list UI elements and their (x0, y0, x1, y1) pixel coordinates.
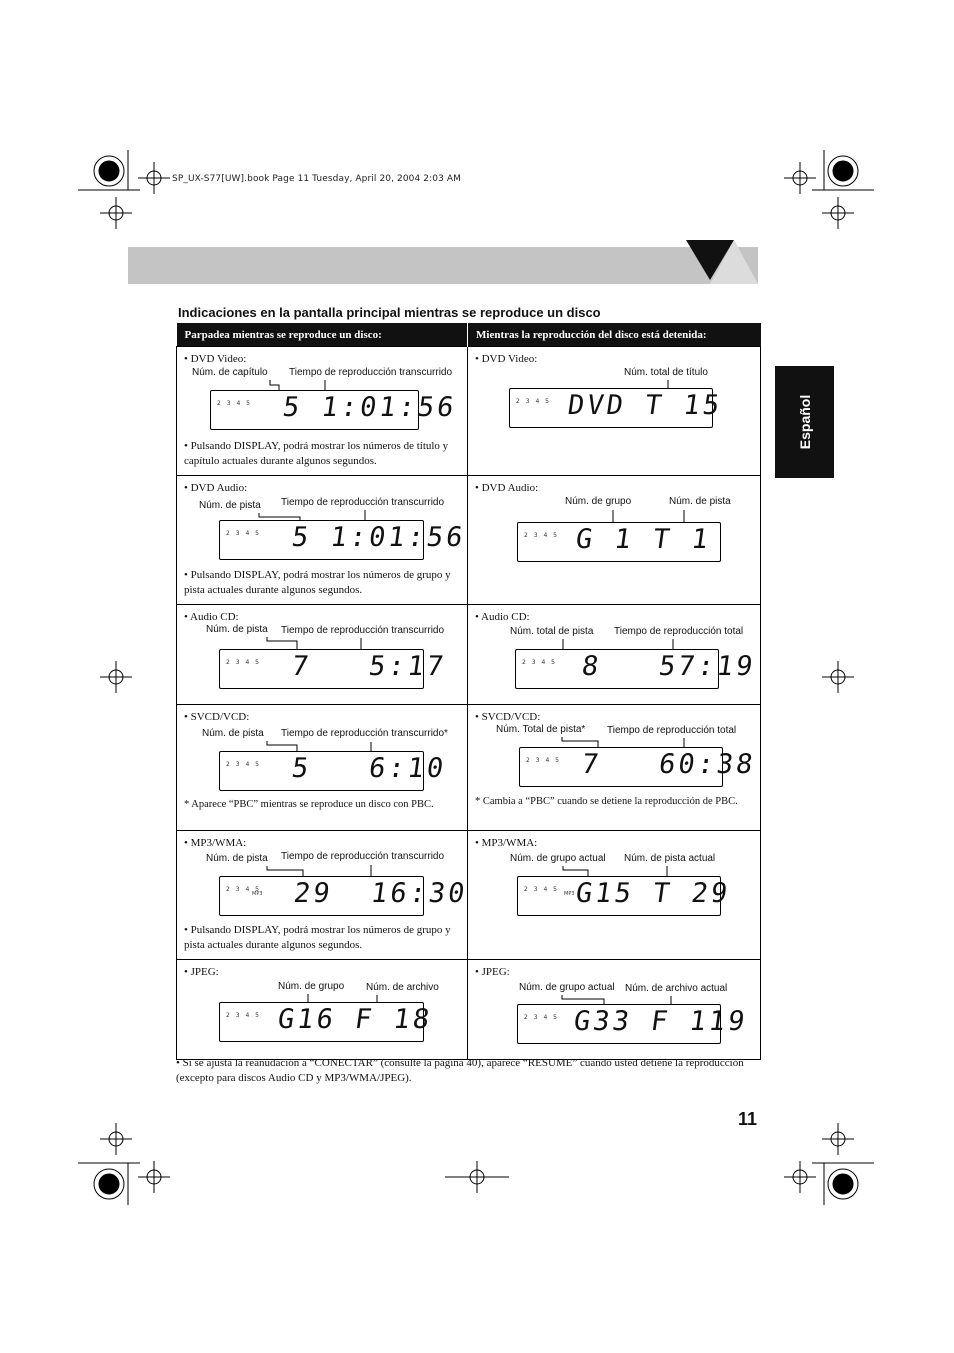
dvdaudio-right-label2: Núm. de pista (669, 496, 731, 507)
dvdaudio-left-label2: Tiempo de reproducción transcurrido (281, 497, 445, 508)
lcd-indicators: 2 3 4 5 (226, 1012, 261, 1019)
dvdaudio-right-label1: Núm. de grupo (565, 496, 632, 507)
dvdvideo-left-title: • DVD Video: (184, 353, 247, 365)
mp3-right-title: • MP3/WMA: (475, 837, 538, 849)
lcd-display-text: 29 16:30 (291, 878, 470, 909)
page-number: 11 (738, 1109, 758, 1129)
audiocd-left-title: • Audio CD: (184, 611, 239, 623)
lcd-indicators: 2 3 4 5 (526, 757, 561, 764)
mp3-left-label2: Tiempo de reproducción transcurrido (281, 851, 445, 862)
svcd-right-label2: Tiempo de reproducción total (607, 725, 737, 736)
dvdaudio-left-note: • Pulsando DISPLAY, podrá mostrar los números de grupo y pista actuales durante algunos segundos. (184, 569, 451, 596)
mp3-right-cell (468, 831, 761, 960)
lcd-indicators: 2 3 4 5 (226, 886, 261, 893)
dvdaudio-right-cell (468, 476, 761, 605)
display-table (176, 323, 761, 1060)
dvdaudio-right-title: • DVD Audio: (475, 482, 539, 494)
jpeg-left-cell (177, 960, 468, 1060)
svcd-right-cell (468, 705, 761, 831)
column-header-left: Parpadea mientras se reproduce un disco: (177, 323, 468, 347)
lcd-display-text: 7 60:38 (579, 749, 758, 780)
dvdvideo-left-cell (177, 347, 468, 476)
language-tab (775, 366, 834, 478)
lcd-display-text: G 1 T 1 (573, 524, 713, 555)
svcd-left-cell (177, 705, 468, 831)
banner-triangle-icon (686, 240, 760, 286)
lcd-indicators: 2 3 4 5 (524, 532, 559, 539)
dvdvideo-right-cell (468, 347, 761, 476)
jpeg-left-label1: Núm. de grupo (278, 981, 345, 992)
lcd-display-text: G15 T 29 (573, 878, 733, 909)
lcd-indicators: 2 3 4 5 (522, 659, 557, 666)
lcd-display-text: 8 57:19 (579, 651, 758, 682)
svcd-right-lcd (519, 747, 758, 787)
mp3-badge: MP3 (564, 891, 575, 897)
lcd-display-text: G33 F 119 (571, 1006, 750, 1037)
audiocd-left-label2: Tiempo de reproducción transcurrido (281, 625, 445, 636)
dvdaudio-left-title: • DVD Audio: (184, 482, 248, 494)
mp3-left-lcd (219, 876, 470, 916)
audiocd-left-lcd (219, 649, 449, 689)
mp3-left-note: • Pulsando DISPLAY, podrá mostrar los números de grupo y pista actuales durante algunos segundos. (184, 924, 451, 951)
column-header-right: Mientras la reproducción del disco está detenida: (468, 323, 761, 347)
dvdvideo-right-label1: Núm. total de título (624, 367, 708, 378)
svcd-right-title: • SVCD/VCD: (475, 711, 541, 723)
audiocd-right-cell (468, 605, 761, 705)
lcd-indicators: 2 3 4 5 (226, 761, 261, 768)
jpeg-left-lcd (219, 1002, 435, 1042)
mp3-left-cell (177, 831, 468, 960)
file-header: SP_UX-S77[UW].book Page 11 Tuesday, April 20, 2004 2:03 AM (172, 174, 461, 184)
dvdvideo-left-lcd (210, 390, 459, 430)
svcd-left-label2: Tiempo de reproducción transcurrido* (281, 728, 448, 739)
jpeg-left-label2: Núm. de archivo (366, 982, 439, 993)
header-banner (128, 247, 758, 284)
lcd-indicators: 2 3 4 5 (217, 400, 252, 407)
jpeg-right-label2: Núm. de archivo actual (625, 983, 728, 994)
jpeg-right-cell (468, 960, 761, 1060)
svcd-left-lcd (219, 751, 449, 791)
dvdvideo-left-label2: Tiempo de reproducción transcurrido (289, 367, 453, 378)
audiocd-right-lcd (515, 649, 758, 689)
svcd-left-title: • SVCD/VCD: (184, 711, 250, 723)
section-heading: Indicaciones en la pantalla principal mientras se reproduce un disco (178, 305, 601, 320)
lcd-display-text: DVD T 15 (565, 390, 725, 421)
lcd-display-text: 7 5:17 (289, 651, 449, 682)
dvdaudio-left-lcd (219, 520, 468, 560)
lcd-indicators: 2 3 4 5 (226, 659, 261, 666)
jpeg-right-label1: Núm. de grupo actual (519, 982, 615, 993)
svcd-left-label1: Núm. de pista (202, 728, 264, 739)
lcd-indicators: 2 3 4 5 (524, 1014, 559, 1021)
mp3-right-label1: Núm. de grupo actual (510, 853, 606, 864)
language-tab-label: Español (796, 394, 813, 450)
dvdvideo-left-label1: Núm. de capítulo (192, 367, 268, 378)
svcd-left-note: * Aparece “PBC” mientras se reproduce un disco con PBC. (184, 799, 434, 810)
audiocd-left-cell (177, 605, 468, 705)
audiocd-right-label2: Tiempo de reproducción total (614, 626, 744, 637)
mp3-badge: MP3 (252, 891, 263, 897)
mp3-right-lcd (517, 876, 733, 916)
dvdvideo-right-title: • DVD Video: (475, 353, 538, 365)
jpeg-right-title: • JPEG: (475, 966, 510, 978)
svcd-right-note: * Cambia a “PBC” cuando se detiene la reproducción de PBC. (475, 796, 738, 807)
lcd-display-text: G16 F 18 (275, 1004, 435, 1035)
lcd-display-text: 5 6:10 (289, 753, 449, 784)
lcd-indicators: 2 3 4 5 (516, 398, 551, 405)
dvdaudio-left-cell (177, 476, 468, 605)
lcd-display-text: 5 1:01:56 (289, 522, 468, 553)
audiocd-right-label1: Núm. total de pista (510, 626, 594, 637)
jpeg-left-title: • JPEG: (184, 966, 219, 978)
dvdaudio-right-lcd (517, 522, 721, 562)
audiocd-right-title: • Audio CD: (475, 611, 530, 623)
jpeg-right-lcd (517, 1004, 750, 1044)
mp3-left-title: • MP3/WMA: (184, 837, 247, 849)
dvdvideo-right-lcd (509, 388, 725, 428)
lcd-display-text: 5 1:01:56 (280, 392, 459, 423)
mp3-right-label2: Núm. de pista actual (624, 853, 716, 864)
dvdaudio-left-label1: Núm. de pista (199, 500, 261, 511)
svcd-right-label1: Núm. Total de pista* (496, 724, 586, 735)
lcd-indicators: 2 3 4 5 (226, 530, 261, 537)
lcd-indicators: 2 3 4 5 (524, 886, 559, 893)
mp3-left-label1: Núm. de pista (206, 853, 268, 864)
dvdvideo-left-note: • Pulsando DISPLAY, podrá mostrar los números de título y capítulo actuales durante algunos segundos. (184, 440, 449, 467)
footnote: • Si se ajusta la reanudación a “CONECTAR” (consulte la página 40), aparece “RESUME” cuando usted detiene la reproducción (excepto para discos Audio CD y MP3/WMA/JPEG). (176, 1057, 744, 1084)
audiocd-left-label1: Núm. de pista (206, 624, 268, 635)
